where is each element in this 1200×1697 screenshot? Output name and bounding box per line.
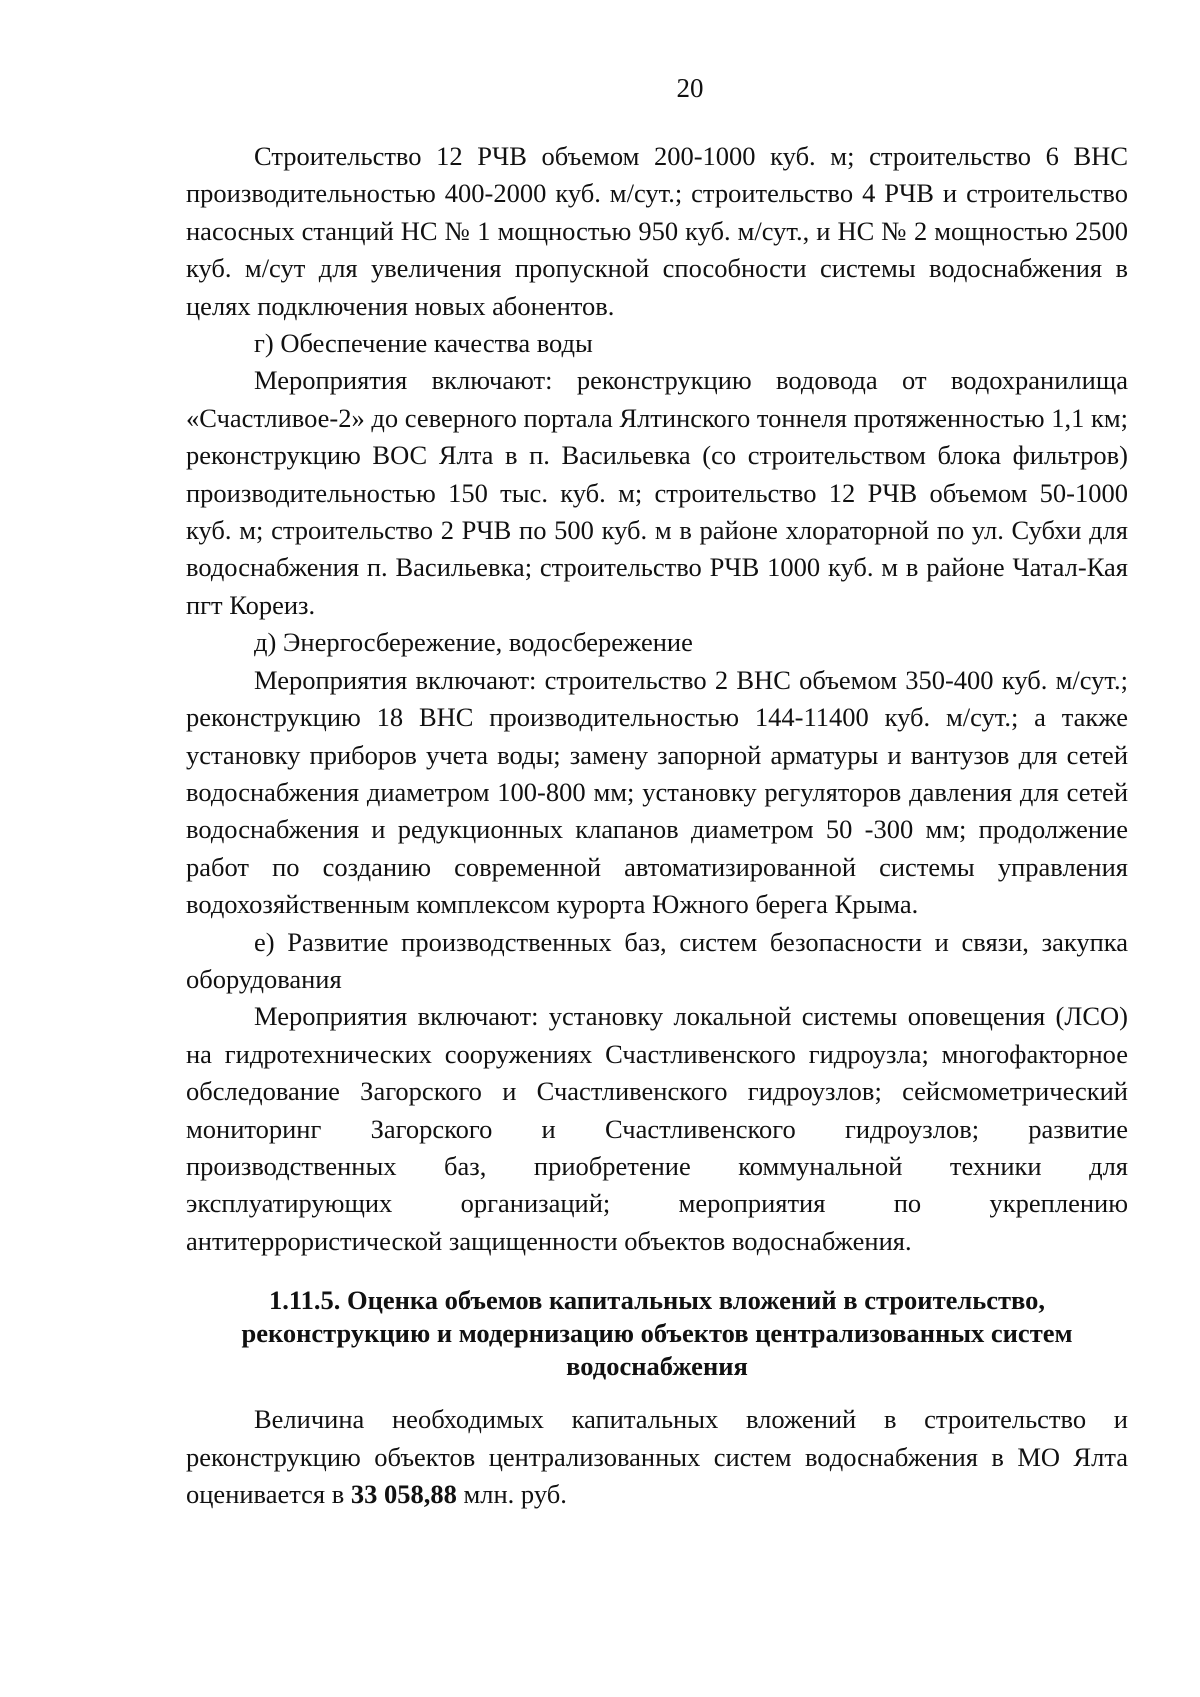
paragraph-construction: Строительство 12 РЧВ объемом 200-1000 куб. м; строительство 6 ВНС производительностью 400-2000 куб. м/сут.; строительство 4 РЧВ и строительство насосных станций НС № 1 мощностью 950 куб. м/сут., и НС № 2 мощностью 2500 куб. м/сут для увеличения пропускной способности системы водоснабжения в целях подключения новых абонентов. — [186, 141, 1128, 321]
subheading-production-bases: е) Развитие производственных баз, систем безопасности и связи, закупка оборудования — [186, 926, 1128, 994]
paragraph-capital-investment — [186, 1401, 1128, 1513]
subheading-energy-saving: д) Энергосбережение, водосбережение — [254, 627, 693, 658]
body-text — [186, 138, 1128, 1513]
paragraph-energy-saving-measures: Мероприятия включают: строительство 2 ВНС объемом 350-400 куб. м/сут.; реконструкцию 18 ВНС производительностью 144-11400 куб. м/сут.; а также установку приборов учета воды; замену запорной арматуры и вантузов для сетей водоснабжения диаметром 100-800 мм; установку регуляторов давления для сетей водоснабжения и редукционных клапанов диаметром 50 -300 мм; продолжение работ по созданию современной автоматизированной системы управления водохозяйственным комплексом курорта Южного берега Крыма. — [186, 664, 1128, 920]
paragraph-water-quality-measures: Мероприятия включают: реконструкцию водовода от водохранилища «Счастливое-2» до северного портала Ялтинского тоннеля протяженностью 1,1 км; реконструкцию ВОС Ялта в п. Васильевка (со строительством блока фильтров) производительностью 150 тыс. куб. м; строительство 12 РЧВ объемом 50-1000 куб. м; строительство 2 РЧВ по 500 куб. м в районе хлораторной по ул. Субхи для водоснабжения п. Васильевка; строительство РЧВ 1000 куб. м в районе Чатал-Кая пгт Кореиз. — [186, 365, 1128, 620]
paragraph-production-bases-measures: Мероприятия включают: установку локальной системы оповещения (ЛСО) на гидротехнических сооружениях Счастливенского гидроузла; многофакторное обследование Загорского и Счастливенского гидроузлов; сейсмометрический мониторинг Загорского и Счастливенского гидроузлов; развитие производственных баз, приобретение коммунальной техники для эксплуатирующих организаций; мероприятия по укреплению антитеррористической защищенности объектов водоснабжения. — [186, 1001, 1128, 1256]
subheading-water-quality: г) Обеспечение качества воды — [254, 328, 593, 359]
section-heading: 1.11.5. Оценка объемов капитальных вложений в строительство, реконструкцию и модернизацию объектов централизованных систем водоснабжения — [241, 1285, 1073, 1382]
investment-amount: 33 058,88 — [350, 1479, 457, 1509]
investment-unit: млн. руб. — [456, 1479, 567, 1509]
investment-text: Величина необходимых капитальных вложений в строительство и реконструкцию объектов централизованных систем водоснабжения в МО Ялта оценивается в — [186, 1404, 1128, 1509]
page-number: 20 — [676, 73, 704, 103]
